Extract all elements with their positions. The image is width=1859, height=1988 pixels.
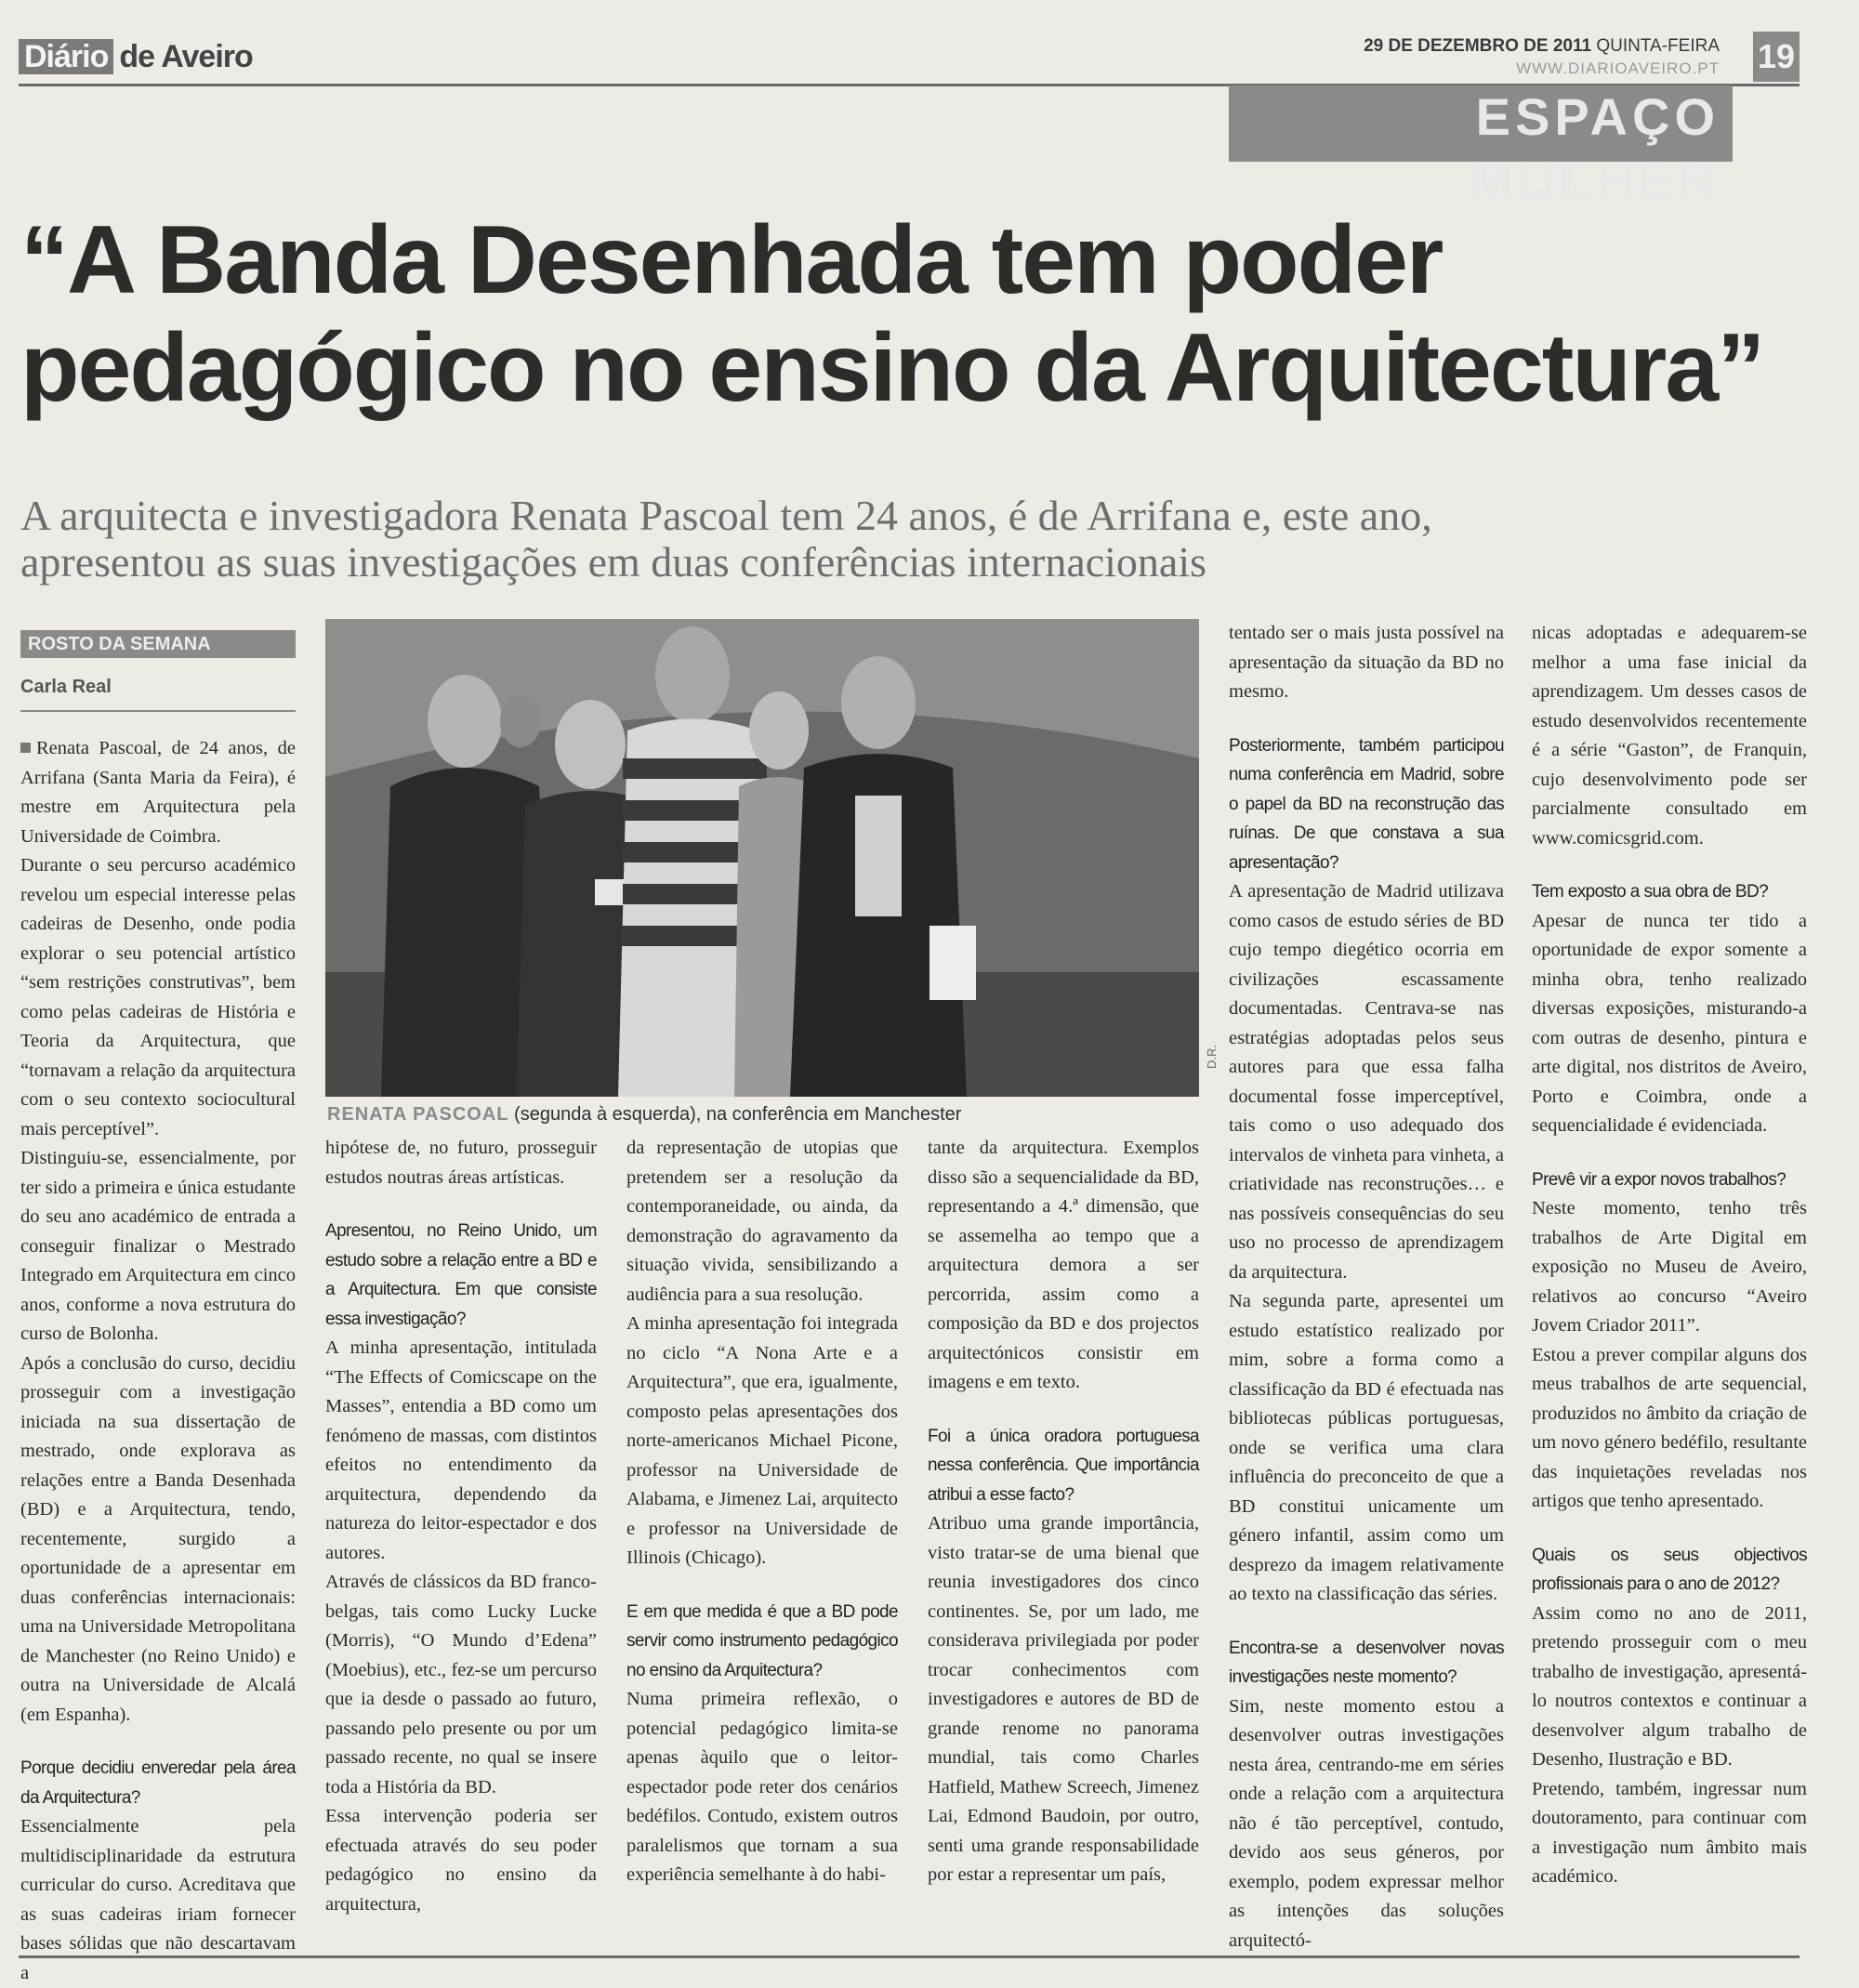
paragraph-text: A minha apresentação, intitulada “The Effects of Comicscape on the Masses”, entendia a BD como um fenómeno de massas, com distintos efeitos no entendimento da arquitectura, dependendo da natureza do leitor-espectador e dos autores. — [325, 1337, 597, 1563]
body-paragraph — [626, 1134, 898, 1310]
paragraph-text: Sim, neste momento estou a desenvolver outras investigações nesta área, centrando-me em séries onde a relação com a arquitectura não é tão perceptível, contudo, devido aos seus géneros, por exemplo, podem expressar melhor as intenções das soluções arquitectó- — [1229, 1695, 1504, 1951]
interview-question — [626, 1598, 898, 1686]
paragraph-text: Neste momento, tenho três trabalhos de Arte Digital em exposição no Museu de Aveiro, relativos ao concurso “Aveiro Jovem Criador 2011”. — [1532, 1198, 1807, 1336]
paragraph-text: da representação de utopias que pretendem ser a resolução da contemporaneidade, ou ainda, da demonstração do agravamento da situação vivida, sensibilizando a audiência para a sua resolução. — [626, 1138, 898, 1305]
body-paragraph — [325, 1134, 597, 1192]
paragraph-text: Numa primeira reflexão, o potencial pedagógico limita-se apenas àquilo que o leitor-espectador pode reter dos cenários bedéfilos. Contudo, existem outros paralelismos que tornam a sua experiência semelhante à do habi- — [626, 1689, 898, 1885]
interview-question — [1229, 1634, 1504, 1692]
paragraph-text: Prevê vir a expor novos trabalhos? — [1532, 1169, 1786, 1190]
paragraph-text: Posteriormente, também participou numa conferência em Madrid, sobre o papel da BD na reconstrução das ruínas. De que constava a sua apresentação? — [1229, 735, 1504, 873]
article-column-2 — [325, 1134, 597, 1919]
body-paragraph — [20, 1812, 296, 1988]
footer-rule — [19, 1955, 1800, 1958]
section-banner: ESPAÇO MULHER — [1229, 86, 1733, 162]
paragraph-text: Após a conclusão do curso, decidiu prosseguir com a investigação iniciada na sua dissertação de mestrado, onde explorava as relações entre a Banda Desenhada (BD) e a Arquitectura, tendo, recentemente, surgido a oportunidade de a apresentar em duas conferências internacionais: uma na Universidade Metropolitana de Manchester (no Reino Unido) e outra na Universidade de Alcalá (em Espanha). — [20, 1352, 296, 1725]
paragraph-text: Durante o seu percurso académico revelou um especial interesse pelas cadeiras de Desenho, onde podia explorar o seu potencial artístico “sem restrições construtivas”, bem como pelas cadeiras de História e Teoria da Arquitectura, que “tornavam a relação da arquitectura com o seu contexto sociocultural mais perceptível”. — [20, 855, 296, 1139]
article-photo — [325, 619, 1199, 1097]
body-paragraph — [325, 1802, 597, 1919]
article-column-5 — [1229, 619, 1504, 1955]
paragraph-text: Apesar de nunca ter tido a oportunidade de expor somente a minha obra, tenho realizado diversas exposições, misturando-a com outras de desenho, pintura e arte digital, nos distritos de Aveiro, Porto e Coimbra, onde a sequencialidade é evidenciada. — [1532, 910, 1807, 1136]
logo-box: Diário — [19, 39, 113, 74]
paragraph-text: Quais os seus objectivos profissionais para o ano de 2012? — [1532, 1545, 1807, 1594]
masthead — [19, 35, 1800, 84]
byline: Carla Real — [20, 677, 112, 697]
interview-question — [20, 1754, 296, 1812]
paragraph-text: Apresentou, no Reino Unido, um estudo sobre a relação entre a BD e a Arquitectura. Em que consiste essa investigação? — [325, 1221, 597, 1329]
photo-caption — [327, 1104, 961, 1126]
paragraph-text: Essa intervenção poderia ser efectuada através do seu poder pedagógico no ensino da arquitectura, — [325, 1806, 597, 1915]
square-bullet-icon — [20, 743, 31, 753]
body-paragraph — [1532, 1775, 1807, 1892]
body-paragraph — [1532, 1600, 1807, 1775]
issue-weekday: QUINTA-FEIRA — [1596, 36, 1720, 56]
body-paragraph — [1532, 1194, 1807, 1341]
body-paragraph — [20, 1144, 296, 1349]
caption-name: RENATA PASCOAL — [327, 1104, 509, 1125]
article-column-3 — [626, 1134, 898, 1890]
paragraph-text: Foi a única oradora portuguesa nessa conferência. Que importância atribui a esse facto? — [928, 1426, 1199, 1505]
article-column-6 — [1532, 619, 1807, 1892]
caption-text: (segunda à esquerda), na conferência em Manchester — [508, 1104, 962, 1125]
paragraph-text: Renata Pascoal, de 24 anos, de Arrifana (Santa Maria da Feira), é mestre em Arquitectura pela Universidade de Coimbra. — [20, 738, 296, 847]
paragraph-text: hipótese de, no futuro, prosseguir estudos noutras áreas artísticas. — [325, 1138, 597, 1188]
body-paragraph — [20, 851, 296, 1144]
paragraph-text: Atribuo uma grande importância, visto tratar-se de uma bienal que reunia investigadores dos cinco continentes. Se, por um lado, me considerava privilegiada por poder trocar conhecimentos com investigadores e autores de BD de grande renome no panorama mundial, tais como Charles Hatfield, Mathew Screech, Jimenez Lai, Edmond Baudoin, por outro, senti uma grande responsabilidade por estar a representar um país, — [928, 1513, 1200, 1885]
body-paragraph — [1532, 907, 1807, 1141]
article-lead: A arquitecta e investigadora Renata Pascoal tem 24 anos, é de Arrifana e, este ano, apresentou as suas investigações em duas conferências internacionais — [20, 492, 1432, 586]
body-paragraph — [20, 734, 296, 851]
logo-text: de Aveiro — [119, 39, 253, 74]
article-column-1 — [20, 734, 296, 1988]
body-paragraph — [928, 1509, 1199, 1890]
website-url: WWW.DIARIOAVEIRO.PT — [1516, 59, 1720, 77]
body-paragraph — [1229, 1692, 1504, 1956]
newspaper-logo — [19, 39, 253, 75]
body-paragraph — [1532, 1341, 1807, 1517]
paragraph-text: Na segunda parte, apresentei um estudo estatístico realizado por mim, sobre a forma como a classificação da BD é efectuada nas bibliotecas públicas portuguesas, onde se verifica uma clara influência do preconceito de que a BD constitui unicamente um género infantil, assim como um desprezo da imagem relativamente ao texto na classificação das séries. — [1229, 1291, 1504, 1604]
paragraph-text: A apresentação de Madrid utilizava como casos de estudo séries de BD cujo tempo diegético ocorria em civilizações escassamente documentadas. Centrava-se nas estratégias adoptadas pelos seus autores para que essa falha documental fosse imperceptível, tais como o uso adequado dos intervalos de vinheta para vinheta, a criatividade nas reconstruções… e nas possíveis consequências do seu uso no processo de aprendizagem da arquitectura. — [1229, 881, 1504, 1283]
body-paragraph — [626, 1685, 898, 1890]
issue-date: 29 DE DEZEMBRO DE 2011 — [1364, 36, 1592, 56]
interview-question — [325, 1217, 597, 1334]
body-paragraph — [20, 1349, 296, 1731]
paragraph-text: Estou a prever compilar alguns dos meus trabalhos de arte sequencial, produzidos no âmbito da criação de um novo género bedéfilo, resultante das inquietações reveladas nos artigos que tenho apresentado. — [1532, 1344, 1807, 1511]
paragraph-text: A minha apresentação foi integrada no ciclo “A Nona Arte e a Arquitectura”, que era, igualmente, composto pelas apresentações dos norte-americanos Michael Picone, professor na Universidade de Alabama, e Jimenez Lai, arquitecto e professor na Universidade de Illinois (Chicago). — [626, 1313, 898, 1568]
paragraph-text: Distinguiu-se, essencialmente, por ter sido a primeira e única estudante do seu ano académico de entrada a conseguir finalizar o Mestrado Integrado em Arquitectura em cinco anos, conforme a nova estrutura do curso de Bolonha. — [20, 1148, 296, 1344]
photo-credit: D.R. — [1205, 1045, 1219, 1069]
body-paragraph — [928, 1134, 1199, 1398]
paragraph-text: Pretendo, também, ingressar num doutoramento, para continuar com a investigação num âmbito mais académico. — [1532, 1778, 1807, 1887]
body-paragraph — [1532, 619, 1807, 853]
paragraph-text: Tem exposto a sua obra de BD? — [1532, 882, 1769, 902]
paragraph-text: E em que medida é que a BD pode servir como instrumento pedagógico no ensino da Arquitectura? — [626, 1601, 898, 1680]
interview-question — [928, 1422, 1199, 1510]
photo-illustration — [325, 619, 1199, 1097]
section-kicker: ROSTO DA SEMANA — [20, 630, 296, 658]
paragraph-text: tentado ser o mais justa possível na apresentação da situação da BD no mesmo. — [1229, 623, 1504, 702]
interview-question — [1532, 1165, 1807, 1195]
paragraph-text: Porque decidiu enveredar pela área da Arquitectura? — [20, 1758, 296, 1808]
paragraph-text: Encontra-se a desenvolver novas investigações neste momento? — [1229, 1638, 1504, 1687]
dateline — [1364, 35, 1720, 80]
body-paragraph — [325, 1334, 597, 1568]
body-paragraph — [626, 1310, 898, 1573]
paragraph-text: Essencialmente pela multidisciplinaridade da estrutura curricular do curso. Acreditava que as suas cadeiras iriam fornecer bases sólidas que não descartavam a — [20, 1816, 296, 1983]
body-paragraph — [1229, 877, 1504, 1287]
paragraph-text: Assim como no ano de 2011, pretendo prosseguir com o meu trabalho de investigação, apresentá-lo noutros contextos e continuar a desenvolver algum trabalho de Desenho, Ilustração e BD. — [1532, 1602, 1807, 1770]
byline-rule — [20, 710, 296, 712]
article-headline: “A Banda Desenhada tem poder pedagógico no ensino da Arquitectura” — [20, 206, 1764, 422]
interview-question — [1532, 1541, 1807, 1600]
body-paragraph — [325, 1568, 597, 1802]
interview-question — [1229, 731, 1504, 878]
body-paragraph — [1229, 619, 1504, 707]
article-column-4 — [928, 1134, 1199, 1890]
paragraph-text: tante da arquitectura. Exemplos disso são a sequencialidade da BD, representando a 4.ª dimensão, que se assemelha ao tempo que a arquitectura demora a ser percorrida, assim como a composição da BD e dos projectos arquitectónicos consistir em imagens e em texto. — [928, 1138, 1199, 1392]
body-paragraph — [1229, 1287, 1504, 1610]
interview-question — [1532, 877, 1807, 907]
paragraph-text: nicas adoptadas e adequarem-se melhor a uma fase inicial da aprendizagem. Um desses casos de estudo desenvolvidos recentemente é a série “Gaston”, de Franquin, cujo desenvolvimento pode ser parcialmente consultado em www.comicsgrid.com. — [1532, 623, 1807, 849]
paragraph-text: Através de clássicos da BD franco-belgas, tais como Lucky Lucke (Morris), “O Mundo d’Edena” (Moebius), etc., fez-se um percurso que ia desde o passado ao futuro, passando pelo presente ou por um passado recente, no qual se insere toda a História da BD. — [325, 1572, 597, 1797]
page-number: 19 — [1753, 32, 1800, 82]
